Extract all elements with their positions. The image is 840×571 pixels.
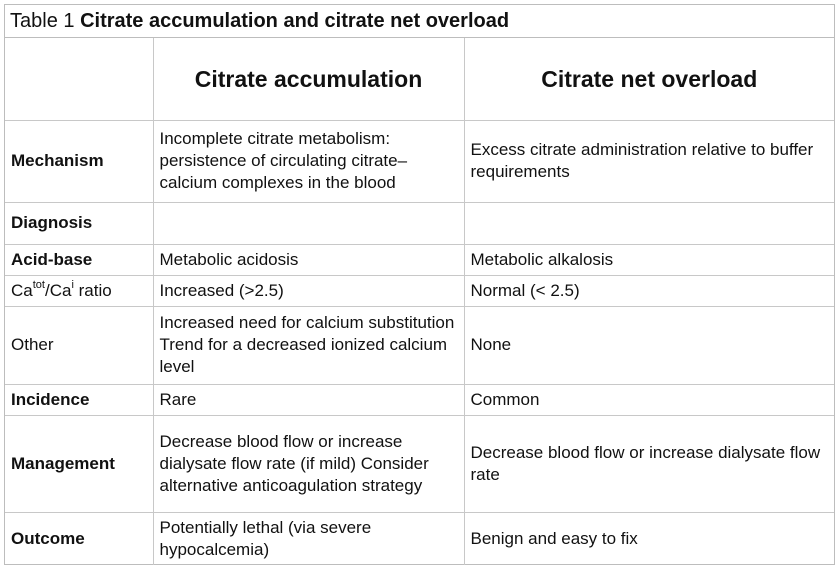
cell-accumulation: Potentially lethal (via severe hypocalcemia) [153,512,464,565]
cell-overload: Normal (< 2.5) [464,275,834,306]
ca-text: Ca [11,280,33,300]
cell-accumulation: Increased need for calcium substitution Trend for a decreased ionized calcium level [153,306,464,384]
superscript-tot: tot [32,278,45,291]
superscript-i: i [71,278,74,291]
row-header: Diagnosis [5,202,153,244]
row-header [5,275,153,306]
cell-accumulation: Incomplete citrate metabolism: persistence of circulating citrate–calcium complexes in the blood [153,120,464,202]
row-header: Outcome [5,512,153,565]
header-empty [5,38,153,120]
cell-overload: Common [464,384,834,415]
row-header: Mechanism [5,120,153,202]
cell-accumulation: Increased (>2.5) [153,275,464,306]
header-citrate-net-overload: Citrate net overload [464,38,834,120]
table-row-diagnosis [5,202,834,244]
table-row-other [5,306,834,384]
cell-accumulation: Rare [153,384,464,415]
table-row-management [5,415,834,512]
cell-accumulation: Decrease blood flow or increase dialysate flow rate (if mild) Consider alternative anticoagulation strategy [153,415,464,512]
cell-overload [464,202,834,244]
table-title: Citrate accumulation and citrate net overload [80,10,510,32]
row-header: Acid-base [5,244,153,275]
table-row-incidence [5,384,834,415]
slash-ca-text: /Ca [44,280,72,300]
table-row-acid-base [5,244,834,275]
cell-overload: Metabolic alkalosis [464,244,834,275]
cell-accumulation [153,202,464,244]
cell-overload: Decrease blood flow or increase dialysate flow rate [464,415,834,512]
row-header: Incidence [5,384,153,415]
header-row [5,38,834,120]
table-number: Table 1 [10,10,75,32]
table-row-mechanism [5,120,834,202]
table-caption [5,5,834,38]
row-header: Other [5,306,153,384]
ratio-text: ratio [73,280,112,300]
header-citrate-accumulation: Citrate accumulation [153,38,464,120]
table-row-outcome [5,512,834,565]
table-row-ca-ratio [5,275,834,306]
row-header: Management [5,415,153,512]
cell-overload: None [464,306,834,384]
cell-overload: Benign and easy to fix [464,512,834,565]
cell-overload: Excess citrate administration relative to buffer requirements [464,120,834,202]
cell-accumulation: Metabolic acidosis [153,244,464,275]
citrate-table [5,38,834,565]
